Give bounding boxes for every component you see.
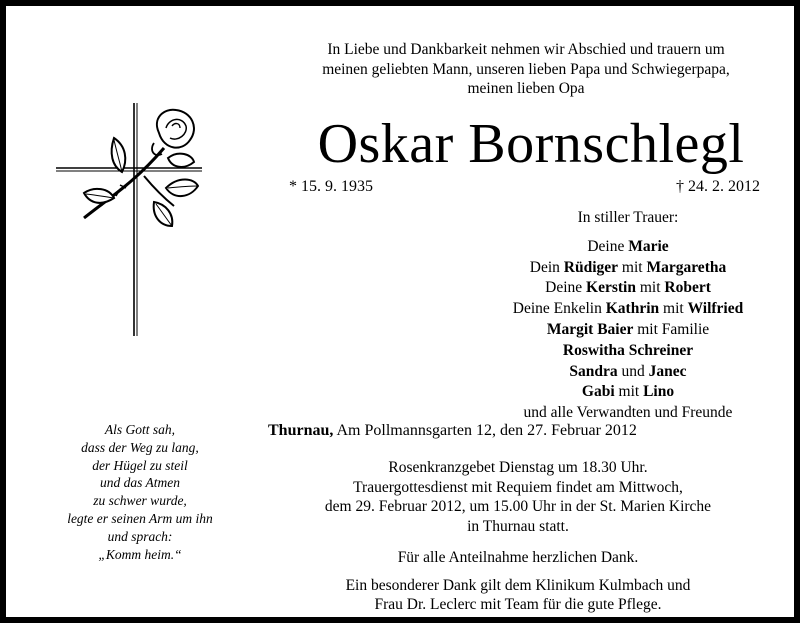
cross-with-rose-icon bbox=[54, 98, 204, 338]
mourner-name: Gabi bbox=[581, 383, 615, 401]
mourner-text: mit Familie bbox=[633, 320, 710, 338]
intro-text bbox=[256, 40, 796, 99]
location-rest: Am Pollmannsgarten 12, den 27. Februar 2012 bbox=[333, 422, 637, 439]
spacer bbox=[268, 568, 768, 576]
mourner-line bbox=[480, 382, 776, 403]
poem-line: und das Atmen bbox=[100, 475, 180, 491]
spacer bbox=[268, 536, 768, 548]
mourner-text: Dein bbox=[529, 258, 564, 276]
poem-line: Als Gott sah, bbox=[104, 422, 176, 437]
mourner-name: Robert bbox=[664, 279, 711, 297]
mourner-text: mit bbox=[614, 383, 644, 401]
location-date bbox=[268, 422, 637, 440]
intro-line: meinen geliebten Mann, unseren lieben Papa und Schwiegerpapa, bbox=[322, 60, 730, 78]
service-info bbox=[268, 458, 768, 615]
poem-line: „Komm heim.“ bbox=[98, 546, 182, 562]
poem-line: zu schwer wurde, bbox=[93, 493, 187, 509]
mourner-text: Deine bbox=[587, 237, 629, 255]
intro-line: In Liebe und Dankbarkeit nehmen wir Abschied und trauern um bbox=[327, 41, 725, 58]
mourner-text: Deine Enkelin bbox=[512, 300, 606, 318]
death-date: † 24. 2. 2012 bbox=[676, 178, 760, 195]
mourner-text: Deine bbox=[545, 279, 587, 297]
special-thanks-line: Ein besonderer Dank gilt dem Klinikum Kulmbach und bbox=[345, 576, 691, 594]
location-place: Thurnau, bbox=[268, 422, 334, 439]
mourner-text: mit bbox=[618, 258, 647, 276]
poem-line: und sprach: bbox=[107, 528, 173, 544]
poem bbox=[40, 421, 240, 563]
mourner-name: Kerstin bbox=[586, 279, 636, 297]
mourner-line bbox=[480, 237, 776, 258]
mourner-line bbox=[480, 258, 776, 279]
mourner-line bbox=[480, 341, 776, 362]
special-thanks-line: Frau Dr. Leclerc mit Team für die gute Pflege. bbox=[374, 596, 662, 613]
service-line: Trauergottesdienst mit Requiem findet am Mittwoch, bbox=[353, 478, 683, 496]
poem-line: dass der Weg zu lang, bbox=[81, 439, 199, 455]
service-line: Rosenkranzgebet Dienstag um 18.30 Uhr. bbox=[388, 459, 648, 476]
mourner-text: und bbox=[617, 362, 649, 380]
mourners-heading: In stiller Trauer: bbox=[577, 209, 679, 226]
mourner-name: Margaretha bbox=[646, 258, 727, 276]
mourner-text: mit bbox=[659, 300, 688, 318]
poem-line: der Hügel zu steil bbox=[92, 457, 188, 473]
service-line: in Thurnau statt. bbox=[467, 517, 569, 535]
mourner-name: Margit Baier bbox=[546, 320, 634, 338]
birth-date: * 15. 9. 1935 bbox=[289, 178, 373, 195]
mourner-name: Marie bbox=[628, 237, 669, 255]
mourner-line bbox=[480, 362, 776, 383]
mourner-name: Lino bbox=[643, 383, 675, 401]
mourner-name: Janec bbox=[648, 362, 687, 380]
mourners-list bbox=[480, 208, 776, 424]
mourner-name: Rüdiger bbox=[563, 258, 619, 276]
mourner-line bbox=[480, 320, 776, 341]
service-line: dem 29. Februar 2012, um 15.00 Uhr in der St. Marien Kirche bbox=[324, 498, 712, 515]
poem-line: legte er seinen Arm um ihn bbox=[67, 510, 213, 526]
mourner-name: Kathrin bbox=[605, 300, 660, 318]
mourner-text: mit bbox=[635, 279, 665, 297]
mourner-name: Roswitha Schreiner bbox=[562, 341, 694, 359]
mourner-name: Sandra bbox=[569, 362, 618, 380]
intro-line: meinen lieben Opa bbox=[467, 80, 585, 97]
mourners-closing: und alle Verwandten und Freunde bbox=[523, 404, 733, 422]
mourner-line bbox=[480, 299, 776, 320]
thanks-line: Für alle Anteilnahme herzlichen Dank. bbox=[397, 549, 639, 566]
deceased-name: Oskar Bornschlegl bbox=[317, 113, 745, 175]
mourner-name: Wilfried bbox=[687, 300, 744, 318]
mourner-line bbox=[480, 278, 776, 299]
